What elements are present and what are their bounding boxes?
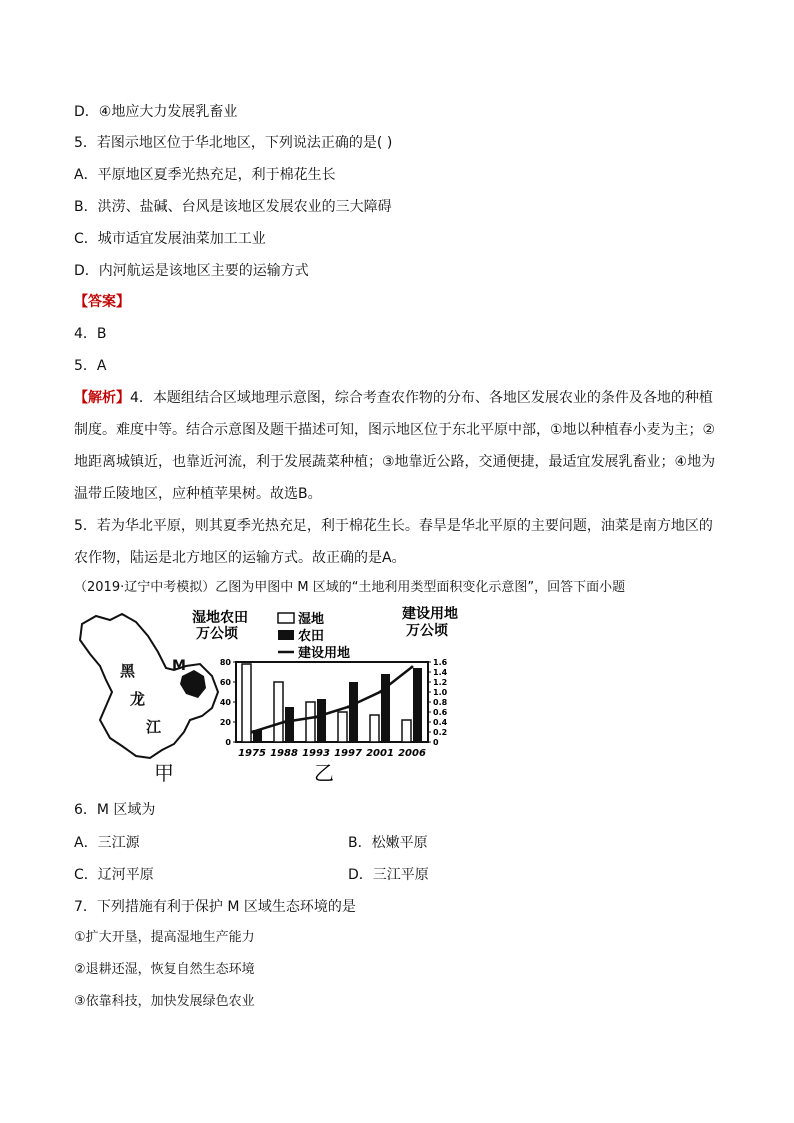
right-axis-title-2: 万公顷 [406,623,448,639]
right-tick-label: 1.0 [433,688,448,697]
q5-option-b: B．洪涝、盐碱、台风是该地区发展农业的三大障碍 [74,199,392,215]
legend-swatch-wetland [278,613,294,623]
construction-point [251,731,254,734]
left-tick-label: 20 [219,718,231,727]
legend-swatch-farmland [278,630,294,640]
q6-stem: 6．M 区域为 [74,802,156,818]
map-caption: 甲 [154,761,174,785]
farmland-bar [285,707,294,742]
right-tick-label: 1.2 [433,678,448,687]
q7-stem: 7．下列措施有利于保护 M 区域生态环境的是 [74,899,356,915]
x-tick-label: 1988 [270,748,298,759]
wetland-bar [306,702,315,742]
left-axis-title-1: 湿地农田 [192,610,248,626]
m-label: M [172,658,186,674]
analysis-5: 5．若为华北平原，则其夏季光热充足，利于棉花生长。春旱是华北平原的主要问题，油菜是南方地区的农作物，陆运是北方地区的运输方式。故正确的是A。 [74,518,713,566]
map-char-3: 江 [146,718,162,736]
map-char-2: 龙 [130,690,146,708]
q5-option-a: A．平原地区夏季光热充足，利于棉花生长 [74,167,336,183]
x-tick-label: 1993 [302,748,330,759]
q6-option-c: C．辽河平原 [74,867,154,883]
legend-label-farmland: 农田 [298,629,325,644]
construction-point [347,706,350,709]
q5-option-d: D．内河航运是该地区主要的运输方式 [74,263,309,279]
right-tick-label: 0.2 [433,728,448,737]
farmland-bar [349,682,358,742]
q7-item-1: ①扩大开垦，提高湿地生产能力 [74,930,255,945]
map-char-1: 黑 [120,662,136,680]
plot-area [220,658,448,759]
construction-point [411,666,414,669]
intro-text: （2019·辽宁中考模拟）乙图为甲图中 M 区域的“土地利用类型面积变化示意图”，回答下面小题 [74,580,626,595]
q6-option-d: D．三江平原 [348,867,429,883]
left-tick-label: 40 [219,698,231,707]
construction-point [379,691,382,694]
right-tick-label: 1.6 [433,658,448,667]
wetland-bar [242,664,251,742]
wetland-bar [274,682,283,742]
right-tick-label: 0.6 [433,708,448,717]
chart-caption: 乙 [314,761,334,785]
x-tick-label: 2001 [366,748,394,759]
left-tick-label: 80 [219,658,231,667]
farmland-bar [413,668,422,742]
x-tick-label: 2006 [398,748,426,759]
wetland-bar [402,720,411,742]
legend-label-construction: 建设用地 [298,646,351,661]
q6-option-a: A．三江源 [74,835,140,851]
q5-stem: 5．若图示地区位于华北地区，下列说法正确的是( ) [74,135,393,151]
q7-item-3: ③依靠科技，加快发展绿色农业 [74,994,255,1009]
left-tick-label: 60 [219,678,231,687]
analysis-4-text: 4．本题组结合区域地理示意图，综合考查农作物的分布、各地区发展农业的条件及各地的种植制度。难度中等。结合示意图及题干描述可知，图示地区位于东北平原中部，①地以种植春小麦为主；②地距离城镇近，也靠近河流，利于发展蔬菜种植；③地靠近公路，交通便捷，最适宜发展乳畜业；④地为温带丘陵地区，应种植苹果树。故选B。 [74,390,716,502]
analysis-4 [74,382,724,510]
x-tick-label: 1997 [334,748,362,759]
answer-5: 5．A [74,358,107,374]
wetland-bar [338,712,347,742]
right-tick-label: 0.8 [433,698,448,707]
construction-point [315,716,318,719]
construction-point [283,721,286,724]
right-tick-label: 1.4 [433,668,448,677]
q5-option-c: C．城市适宜发展油菜加工工业 [74,231,266,247]
legend-label-wetland: 湿地 [298,612,325,627]
plot-frame [236,662,428,742]
right-tick-label: 0 [433,738,439,747]
wetland-bar [370,715,379,742]
analysis-tag: 【解析】 [74,390,130,406]
left-axis-title-2: 万公顷 [196,626,238,642]
left-tick-label: 0 [225,738,231,747]
figure [66,606,476,792]
m-region [180,670,206,698]
chart-yi [192,606,458,785]
answer-tag: 【答案】 [74,294,130,310]
right-axis-title-1: 建设用地 [402,606,458,622]
x-tick-label: 1975 [238,748,266,759]
answer-4: 4．B [74,326,107,342]
q6-option-b: B．松嫩平原 [348,835,428,851]
farmland-bar [317,699,326,742]
q7-item-2: ②退耕还湿，恢复自然生态环境 [74,962,255,977]
legend [278,611,350,661]
q4-option-d: D．④地应大力发展乳畜业 [74,104,238,120]
right-tick-label: 0.4 [433,718,448,727]
